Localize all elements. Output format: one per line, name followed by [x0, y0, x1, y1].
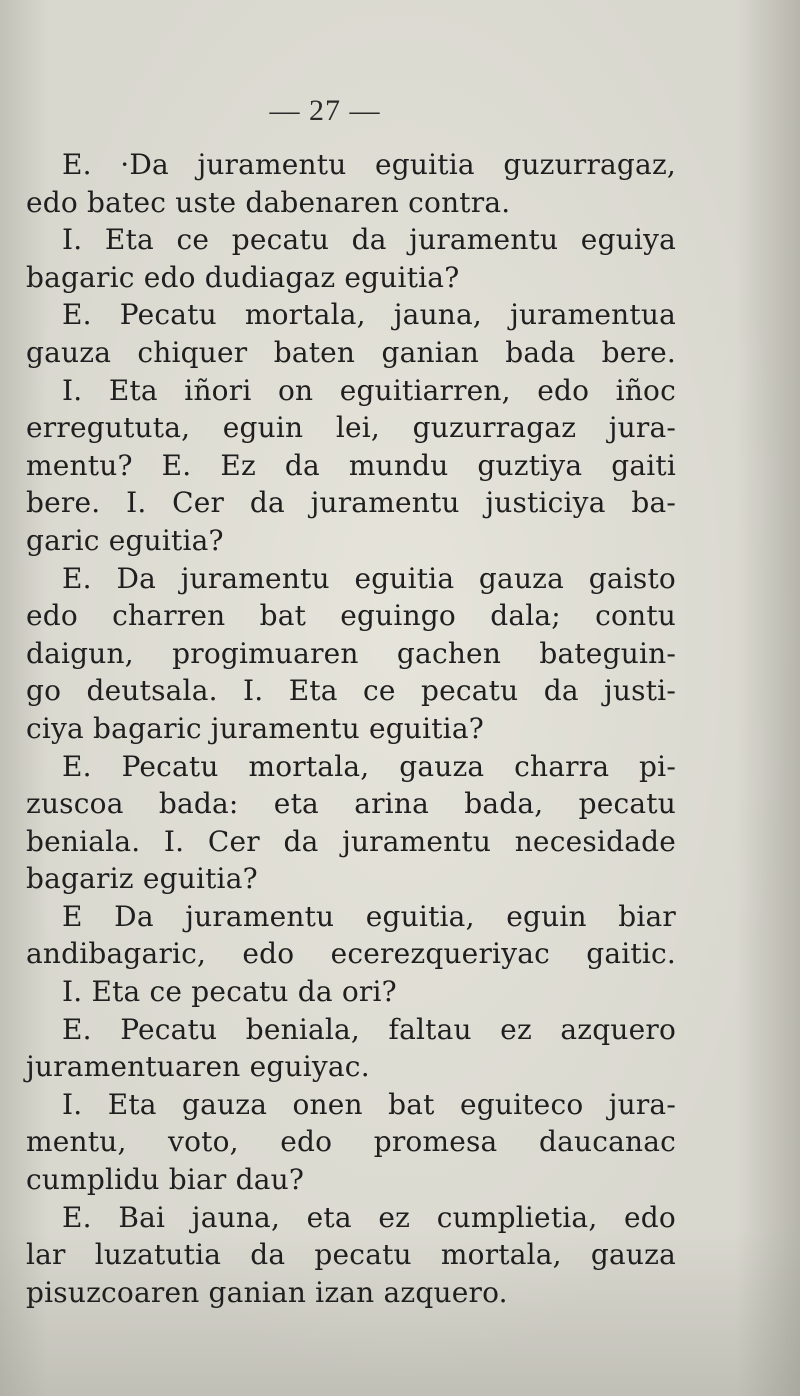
text-line: andibagaric, edo ecerezqueriyac gaitic. — [26, 937, 676, 971]
text-line: ciya bagaric juramentu eguitia? — [26, 711, 484, 745]
text-line: E. Pecatu mortala, gauza charra pi- — [62, 749, 676, 783]
text-line: mentu? E. Ez da mundu guztiya gaiti — [26, 448, 676, 482]
text-line: bagaric edo dudiagaz eguitia? — [26, 260, 460, 294]
text-line: cumplidu biar dau? — [26, 1163, 305, 1197]
text-line: I. Eta iñori on eguitiarren, edo iñoc — [62, 373, 676, 407]
text-line: edo charren bat eguingo dala; contu — [26, 599, 676, 633]
text-line: erregututa, eguin lei, guzurragaz jura- — [26, 411, 676, 445]
text-line: bere. I. Cer da juramentu justiciya ba- — [26, 486, 676, 520]
text-line: I. Eta ce pecatu da ori? — [62, 975, 397, 1009]
text-line: daigun, progimuaren gachen bateguin- — [26, 636, 676, 670]
text-line: lar luzatutia da pecatu mortala, gauza — [26, 1238, 676, 1272]
text-line: juramentuaren eguiyac. — [26, 1050, 370, 1084]
text-line: zuscoa bada: eta arina bada, pecatu — [26, 787, 676, 821]
text-line: E. Pecatu mortala, jauna, juramentua — [62, 298, 676, 332]
text-line: E Da juramentu eguitia, eguin biar — [62, 899, 676, 933]
text-line: go deutsala. I. Eta ce pecatu da justi- — [26, 674, 676, 708]
text-line: bagariz eguitia? — [26, 862, 258, 896]
text-line: gauza chiquer baten ganian bada bere. — [26, 335, 676, 369]
text-line: E. Bai jauna, eta ez cumplietia, edo — [62, 1200, 676, 1234]
text-line: I. Eta ce pecatu da juramentu eguiya — [62, 223, 676, 257]
text-line: E. ·Da juramentu eguitia guzurragaz, — [62, 148, 676, 181]
text-line: E. Pecatu beniala, faltau ez azquero — [62, 1012, 676, 1046]
text-line: edo batec uste dabenaren contra. — [26, 185, 511, 219]
page-text — [26, 146, 676, 1311]
text-line: E. Da juramentu eguitia gauza gaisto — [62, 561, 676, 595]
text-line: I. Eta gauza onen bat eguiteco jura- — [62, 1087, 676, 1121]
text-line: beniala. I. Cer da juramentu necesidade — [26, 824, 676, 858]
text-line: pisuzcoaren ganian izan azquero. — [26, 1275, 508, 1309]
text-line: mentu, voto, edo promesa daucanac — [26, 1125, 676, 1159]
page-number: — 27 — — [269, 94, 381, 127]
text-line: garic eguitia? — [26, 523, 224, 557]
